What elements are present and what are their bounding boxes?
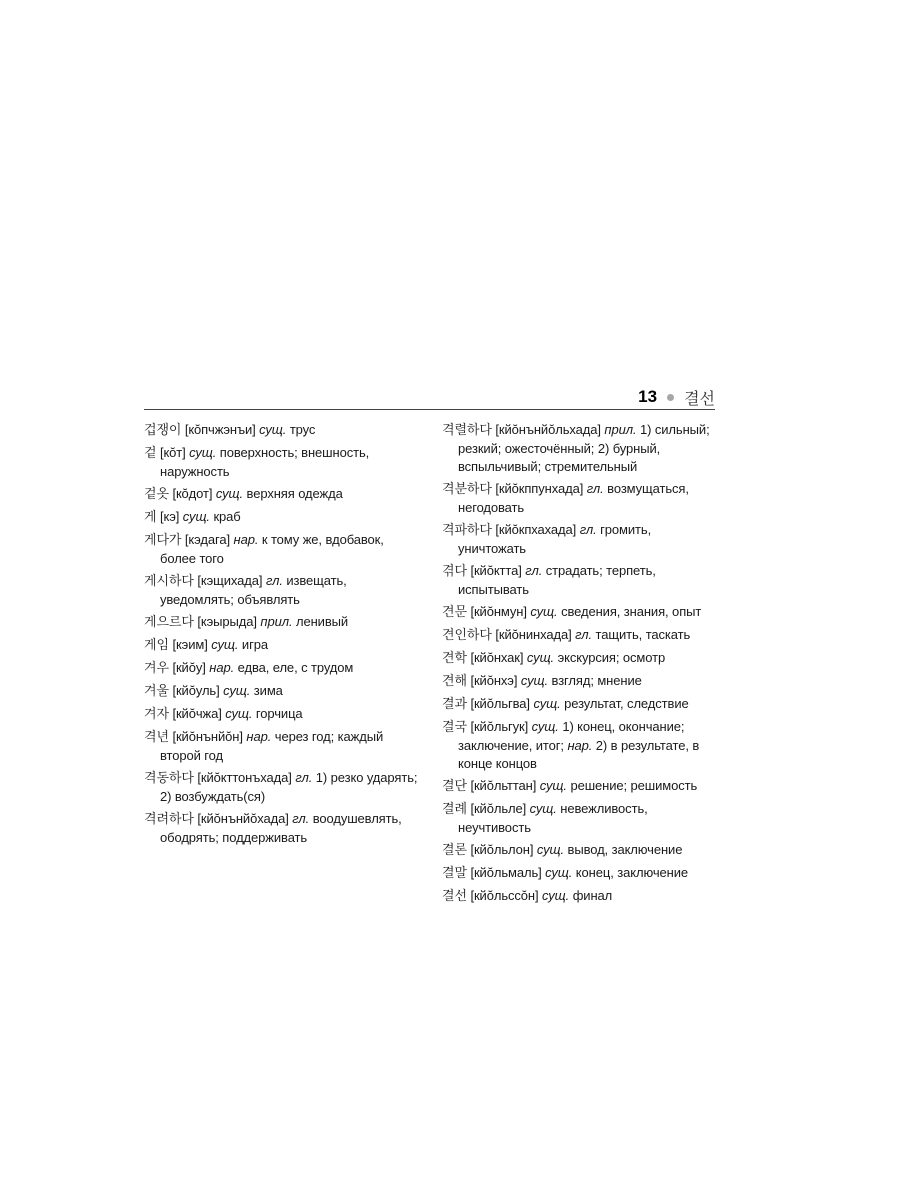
dictionary-entry bbox=[144, 810, 420, 847]
transcription: [кйŏльссŏн] bbox=[470, 888, 539, 903]
dictionary-entry bbox=[144, 572, 420, 609]
korean-word: 격렬하다 bbox=[442, 423, 492, 438]
dictionary-entry bbox=[144, 531, 420, 568]
korean-word: 게임 bbox=[144, 638, 169, 653]
part-of-speech: нар. bbox=[209, 660, 235, 675]
korean-word: 게시하다 bbox=[144, 574, 194, 589]
definition: конец, заключение bbox=[575, 865, 688, 880]
part-of-speech: прил. bbox=[604, 422, 637, 437]
part-of-speech: сущ. bbox=[182, 509, 210, 524]
korean-word: 격파하다 bbox=[442, 523, 492, 538]
transcription: [кэ] bbox=[159, 509, 180, 524]
running-headword: 결선 bbox=[684, 390, 715, 408]
korean-word: 겪다 bbox=[442, 564, 467, 579]
transcription: [кйŏкппунхада] bbox=[495, 481, 584, 496]
transcription: [кйŏктта] bbox=[470, 563, 522, 578]
transcription: [кйŏльлон] bbox=[470, 842, 534, 857]
part-of-speech: гл. bbox=[292, 811, 310, 826]
part-of-speech: гл. bbox=[579, 522, 597, 537]
transcription: [кйŏуль] bbox=[172, 683, 220, 698]
part-of-speech: гл. bbox=[575, 627, 593, 642]
right-column bbox=[442, 421, 714, 910]
transcription: [кŏт] bbox=[159, 445, 186, 460]
korean-word: 격년 bbox=[144, 730, 169, 745]
transcription: [кйŏнънйŏн] bbox=[172, 729, 243, 744]
dictionary-entry bbox=[144, 728, 420, 765]
part-of-speech: сущ. bbox=[545, 865, 573, 880]
korean-word: 겨우 bbox=[144, 661, 169, 676]
korean-word: 결과 bbox=[442, 697, 467, 712]
korean-word: 격분하다 bbox=[442, 482, 492, 497]
transcription: [кйŏу] bbox=[172, 660, 206, 675]
korean-word: 겨자 bbox=[144, 707, 169, 722]
part-of-speech: нар. bbox=[567, 738, 593, 753]
definition: страдать; терпеть, испытывать bbox=[458, 563, 656, 597]
korean-word: 결말 bbox=[442, 866, 467, 881]
part-of-speech: прил. bbox=[260, 614, 293, 629]
korean-word: 겨울 bbox=[144, 684, 169, 699]
transcription: [кэырыда] bbox=[197, 614, 257, 629]
dictionary-entry bbox=[144, 508, 420, 527]
transcription: [кйŏкпхахада] bbox=[495, 522, 577, 537]
dictionary-entry bbox=[442, 421, 714, 476]
transcription: [кйŏнънйŏхада] bbox=[197, 811, 289, 826]
part-of-speech: сущ. bbox=[189, 445, 217, 460]
dictionary-entry bbox=[144, 705, 420, 724]
definition: 2) в результате, в конце концов bbox=[458, 738, 700, 771]
dictionary-entry bbox=[144, 636, 420, 655]
part-of-speech: сущ. bbox=[211, 637, 239, 652]
part-of-speech: нар. bbox=[233, 532, 259, 547]
definition: результат, следствие bbox=[564, 696, 689, 711]
definition: невежливость, неучтивость bbox=[458, 801, 648, 835]
transcription: [кйŏльттан] bbox=[470, 778, 537, 793]
part-of-speech: сущ. bbox=[536, 842, 564, 857]
definition: 1) конец, окончание; заключение, итог; bbox=[458, 719, 685, 753]
dictionary-entry bbox=[442, 718, 714, 773]
transcription: [кйŏльле] bbox=[470, 801, 527, 816]
part-of-speech: гл. bbox=[295, 770, 313, 785]
definition: игра bbox=[241, 637, 268, 652]
dictionary-entry bbox=[442, 626, 714, 645]
transcription: [кйŏльмаль] bbox=[470, 865, 542, 880]
definition: через год; каждый второй год bbox=[160, 729, 384, 763]
part-of-speech: сущ. bbox=[531, 719, 559, 734]
transcription: [кйŏнхак] bbox=[470, 650, 524, 665]
korean-word: 결국 bbox=[442, 720, 467, 735]
part-of-speech: сущ. bbox=[215, 486, 244, 501]
transcription: [кйŏкттонъхада] bbox=[197, 770, 292, 785]
definition: краб bbox=[213, 509, 241, 524]
definition: поверхность; внешность, наружность bbox=[160, 445, 370, 479]
definition: сведения, знания, опыт bbox=[561, 604, 702, 619]
definition: решение; решимость bbox=[570, 778, 698, 793]
separator-dot-icon bbox=[667, 394, 674, 401]
dictionary-entry bbox=[442, 603, 714, 622]
dictionary-entry bbox=[442, 480, 714, 517]
dictionary-entry bbox=[442, 887, 714, 906]
korean-word: 게 bbox=[144, 510, 157, 525]
definition: извещать, уведомлять; объявлять bbox=[160, 573, 347, 607]
korean-word: 게으르다 bbox=[144, 615, 194, 630]
part-of-speech: сущ. bbox=[542, 888, 570, 903]
korean-word: 결론 bbox=[442, 843, 467, 858]
part-of-speech: сущ. bbox=[223, 683, 251, 698]
dictionary-entry bbox=[442, 562, 714, 599]
definition: экскурсия; осмотр bbox=[557, 650, 666, 665]
part-of-speech: сущ. bbox=[529, 801, 557, 816]
part-of-speech: сущ. bbox=[526, 650, 555, 665]
korean-word: 결단 bbox=[442, 779, 467, 794]
part-of-speech: сущ. bbox=[225, 706, 253, 721]
definition: громить, уничтожать bbox=[458, 522, 652, 556]
part-of-speech: сущ. bbox=[259, 422, 287, 437]
definition: горчица bbox=[255, 706, 303, 721]
transcription: [кйŏнинхада] bbox=[495, 627, 572, 642]
definition: финал bbox=[572, 888, 613, 903]
dictionary-entry bbox=[144, 444, 420, 481]
transcription: [кйŏльгук] bbox=[470, 719, 529, 734]
definition: вывод, заключение bbox=[567, 842, 683, 857]
dictionary-entry bbox=[144, 421, 420, 440]
part-of-speech: гл. bbox=[265, 573, 283, 588]
part-of-speech: сущ. bbox=[539, 778, 567, 793]
dictionary-entry bbox=[144, 613, 420, 632]
korean-word: 견인하다 bbox=[442, 628, 492, 643]
korean-word: 게다가 bbox=[144, 533, 182, 548]
transcription: [кйŏчжа] bbox=[172, 706, 222, 721]
definition: возмущаться, негодовать bbox=[458, 481, 689, 515]
page-number: 13 bbox=[638, 387, 658, 406]
part-of-speech: гл. bbox=[525, 563, 543, 578]
transcription: [кэим] bbox=[172, 637, 208, 652]
definition: едва, еле, с трудом bbox=[237, 660, 354, 675]
dictionary-entry bbox=[442, 672, 714, 691]
definition: верхняя одежда bbox=[246, 486, 343, 501]
definition: взгляд; мнение bbox=[551, 673, 642, 688]
korean-word: 겉 bbox=[144, 446, 157, 461]
definition: к тому же, вдобавок, более того bbox=[160, 532, 384, 566]
korean-word: 견문 bbox=[442, 605, 467, 620]
transcription: [кŏпчжэнъи] bbox=[184, 422, 256, 437]
transcription: [кйŏнхэ] bbox=[470, 673, 518, 688]
korean-word: 견해 bbox=[442, 674, 467, 689]
dictionary-entry bbox=[144, 485, 420, 504]
transcription: [кйŏнмун] bbox=[470, 604, 527, 619]
definition: ленивый bbox=[295, 614, 349, 629]
dictionary-entry bbox=[442, 841, 714, 860]
definition: воодушевлять, ободрять; поддерживать bbox=[160, 811, 402, 845]
korean-word: 겁쟁이 bbox=[144, 423, 182, 438]
definition: трус bbox=[289, 422, 316, 437]
transcription: [кэщихада] bbox=[197, 573, 263, 588]
dictionary-entry bbox=[144, 659, 420, 678]
korean-word: 겉옷 bbox=[144, 487, 169, 502]
part-of-speech: сущ. bbox=[530, 604, 558, 619]
left-column bbox=[144, 421, 420, 851]
dictionary-entry bbox=[442, 649, 714, 668]
korean-word: 격동하다 bbox=[144, 771, 194, 786]
dictionary-entry bbox=[442, 777, 714, 796]
transcription: [кŏдот] bbox=[172, 486, 213, 501]
dictionary-entry bbox=[442, 800, 714, 837]
korean-word: 결선 bbox=[442, 889, 467, 904]
definition: 1) сильный; резкий; ожесточённый; 2) бурный, вспыльчивый; стремительный bbox=[458, 422, 710, 474]
part-of-speech: сущ. bbox=[520, 673, 549, 688]
korean-word: 견학 bbox=[442, 651, 467, 666]
dictionary-entry bbox=[144, 769, 420, 806]
transcription: [кйŏнънйŏльхада] bbox=[495, 422, 601, 437]
part-of-speech: нар. bbox=[246, 729, 272, 744]
definition: тащить, таскать bbox=[595, 627, 691, 642]
part-of-speech: сущ. bbox=[533, 696, 561, 711]
transcription: [кйŏльгва] bbox=[470, 696, 530, 711]
korean-word: 결례 bbox=[442, 802, 467, 817]
dictionary-entry bbox=[442, 864, 714, 883]
dictionary-entry bbox=[442, 695, 714, 714]
dictionary-entry bbox=[144, 682, 420, 701]
definition: зима bbox=[253, 683, 283, 698]
header-right bbox=[638, 385, 715, 409]
part-of-speech: гл. bbox=[586, 481, 604, 496]
dictionary-entry bbox=[442, 521, 714, 558]
page-header bbox=[144, 385, 715, 410]
transcription: [кэдага] bbox=[184, 532, 230, 547]
definition: 1) резко ударять; 2) возбуждать(ся) bbox=[160, 770, 418, 804]
korean-word: 격려하다 bbox=[144, 812, 194, 827]
